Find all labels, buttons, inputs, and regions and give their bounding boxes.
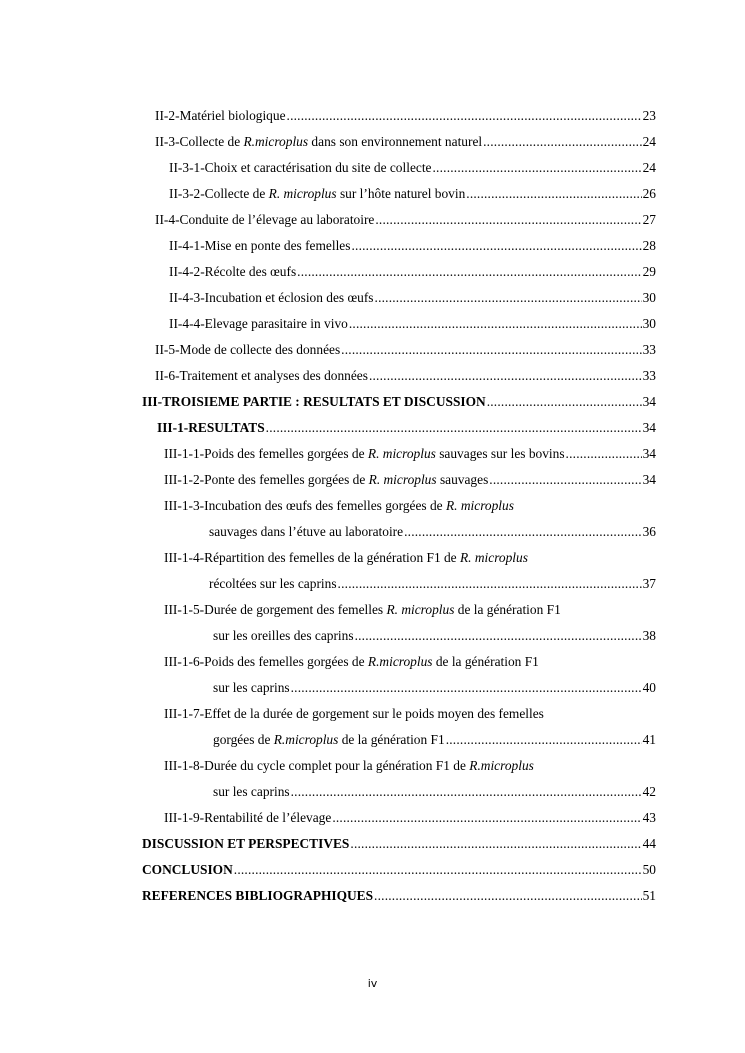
- toc-entry: [142, 311, 656, 337]
- toc-leader-dots: [375, 285, 642, 311]
- toc-entry: [142, 155, 656, 181]
- toc-entry-title: II-3-1-Choix et caractérisation du site de collecte: [169, 160, 432, 175]
- toc-entry-title: III-1-4-Répartition des femelles de la génération F1 de R. microplus: [164, 550, 528, 565]
- toc-page-number: 42: [642, 784, 656, 799]
- toc-entry: [142, 597, 656, 623]
- toc-entry-title: II-4-Conduite de l’élevage au laboratoire: [155, 212, 375, 227]
- toc-entry: [142, 467, 656, 493]
- toc-section-heading: [142, 415, 656, 441]
- toc-page-number: 40: [642, 680, 656, 695]
- toc-page-number: 50: [642, 862, 656, 877]
- toc-entry-title: III-1-9-Rentabilité de l’élevage: [164, 810, 332, 825]
- toc-entry-title: II-4-2-Récolte des œufs: [169, 264, 297, 279]
- toc-entry-title: III-TROISIEME PARTIE : RESULTATS ET DISCUSSION: [142, 394, 486, 409]
- toc-entry-title: III-1-8-Durée du cycle complet pour la génération F1 de R.microplus: [164, 758, 534, 773]
- toc-entry-continuation: [142, 779, 656, 805]
- toc-entry: [142, 285, 656, 311]
- toc-page-number: 23: [642, 108, 656, 123]
- toc-entry-title: II-3-2-Collecte de R. microplus sur l’hôte naturel bovin: [169, 186, 466, 201]
- toc-entry-continuation: [142, 623, 656, 649]
- toc-leader-dots: [338, 571, 642, 597]
- toc-entry: [142, 753, 656, 779]
- toc-entry-continuation: [142, 675, 656, 701]
- toc-leader-dots: [355, 623, 642, 649]
- toc-page-number: 33: [642, 342, 656, 357]
- toc-entry: [142, 545, 656, 571]
- toc-entry: [142, 363, 656, 389]
- toc-entry-title: sauvages dans l’étuve au laboratoire: [209, 524, 404, 539]
- toc-page-number: 38: [642, 628, 656, 643]
- toc-page-number: 27: [642, 212, 656, 227]
- toc-leader-dots: [297, 259, 641, 285]
- toc-leader-dots: [234, 857, 642, 883]
- toc-entry: [142, 649, 656, 675]
- toc-entry-title: III-1-RESULTATS: [157, 420, 265, 435]
- toc-page-number: 24: [642, 160, 656, 175]
- toc-entry-title: récoltées sur les caprins: [209, 576, 337, 591]
- toc-leader-dots: [483, 129, 641, 155]
- toc-entry-title: III-1-5-Durée de gorgement des femelles R. microplus de la génération F1: [164, 602, 561, 617]
- toc-leader-dots: [404, 519, 642, 545]
- toc-leader-dots: [369, 363, 642, 389]
- toc-entry: [142, 337, 656, 363]
- toc-leader-dots: [291, 779, 642, 805]
- toc-page-number: 44: [642, 836, 656, 851]
- toc-entry: [142, 493, 656, 519]
- toc-leader-dots: [332, 805, 641, 831]
- toc-page-number: 34: [642, 420, 656, 435]
- toc-entry-title: CONCLUSION: [142, 862, 233, 877]
- toc-entry-title: III-1-7-Effet de la durée de gorgement sur le poids moyen des femelles: [164, 706, 544, 721]
- toc-chapter-heading: [142, 831, 656, 857]
- toc-leader-dots: [350, 831, 641, 857]
- toc-page-number: 37: [642, 576, 656, 591]
- toc-page-number: 34: [642, 394, 656, 409]
- toc-entry: [142, 233, 656, 259]
- toc-entry-title: II-4-1-Mise en ponte des femelles: [169, 238, 351, 253]
- toc-page-number: 34: [642, 446, 656, 461]
- toc-leader-dots: [341, 337, 641, 363]
- toc-entry-title: II-2-Matériel biologique: [155, 108, 286, 123]
- toc-page-number: 41: [642, 732, 656, 747]
- toc-entry-title: II-3-Collecte de R.microplus dans son environnement naturel: [155, 134, 483, 149]
- toc-leader-dots: [489, 467, 641, 493]
- toc-entry-title: REFERENCES BIBLIOGRAPHIQUES: [142, 888, 374, 903]
- toc-entry: [142, 259, 656, 285]
- page-number-footer: iv: [367, 977, 378, 990]
- toc-entry-title: III-1-2-Ponte des femelles gorgées de R. microplus sauvages: [164, 472, 489, 487]
- toc-leader-dots: [487, 389, 642, 415]
- toc-entry-title: II-6-Traitement et analyses des données: [155, 368, 368, 383]
- toc-part-heading: [142, 389, 656, 415]
- toc-page-number: 24: [642, 134, 656, 149]
- toc-entry-continuation: [142, 519, 656, 545]
- table-of-contents: [142, 103, 656, 909]
- toc-entry-continuation: [142, 727, 656, 753]
- toc-page-number: 26: [642, 186, 656, 201]
- toc-chapter-heading: [142, 857, 656, 883]
- toc-entry-title: II-4-4-Elevage parasitaire in vivo: [169, 316, 348, 331]
- toc-entry-continuation: [142, 571, 656, 597]
- toc-entry: [142, 805, 656, 831]
- toc-entry-title: II-5-Mode de collecte des données: [155, 342, 341, 357]
- toc-leader-dots: [349, 311, 642, 337]
- toc-entry-title: DISCUSSION ET PERSPECTIVES: [142, 836, 350, 851]
- toc-leader-dots: [375, 207, 641, 233]
- toc-entry: [142, 701, 656, 727]
- toc-entry-title: sur les oreilles des caprins: [213, 628, 354, 643]
- toc-leader-dots: [446, 727, 642, 753]
- toc-leader-dots: [287, 103, 642, 129]
- toc-chapter-heading: [142, 883, 656, 909]
- toc-page-number: 36: [642, 524, 656, 539]
- toc-leader-dots: [291, 675, 642, 701]
- toc-entry-title: sur les caprins: [213, 784, 290, 799]
- toc-entry-title: III-1-6-Poids des femelles gorgées de R.microplus de la génération F1: [164, 654, 539, 669]
- toc-entry-title: III-1-3-Incubation des œufs des femelles gorgées de R. microplus: [164, 498, 514, 513]
- toc-page-number: 28: [642, 238, 656, 253]
- toc-page-number: 43: [642, 810, 656, 825]
- toc-page-number: 33: [642, 368, 656, 383]
- toc-entry-title: II-4-3-Incubation et éclosion des œufs: [169, 290, 374, 305]
- toc-entry: [142, 103, 656, 129]
- toc-page-number: 30: [642, 290, 656, 305]
- toc-entry-title: gorgées de R.microplus de la génération F1: [213, 732, 445, 747]
- toc-leader-dots: [374, 883, 642, 909]
- toc-leader-dots: [566, 441, 642, 467]
- toc-page-number: 51: [642, 888, 656, 903]
- toc-entry: [142, 129, 656, 155]
- toc-entry-title: sur les caprins: [213, 680, 290, 695]
- toc-leader-dots: [433, 155, 642, 181]
- toc-page-number: 29: [642, 264, 656, 279]
- toc-entry: [142, 207, 656, 233]
- toc-entry: [142, 441, 656, 467]
- toc-leader-dots: [466, 181, 641, 207]
- toc-page-number: 30: [642, 316, 656, 331]
- toc-leader-dots: [351, 233, 641, 259]
- toc-entry: [142, 181, 656, 207]
- toc-entry-title: III-1-1-Poids des femelles gorgées de R. microplus sauvages sur les bovins: [164, 446, 565, 461]
- toc-leader-dots: [266, 415, 642, 441]
- toc-page-number: 34: [642, 472, 656, 487]
